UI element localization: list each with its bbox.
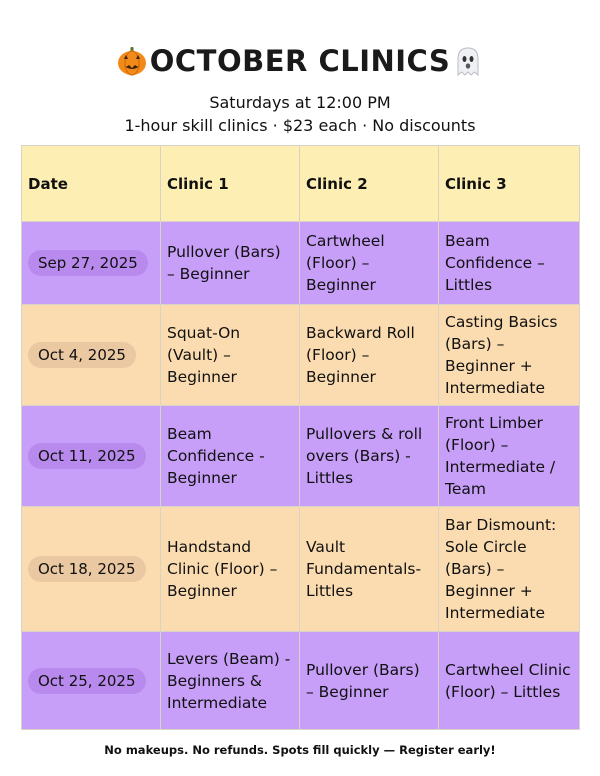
clinic-cell: Bar Dismount: Sole Circle (Bars) – Beginner + Intermediate xyxy=(439,507,580,632)
table-row xyxy=(22,305,580,406)
table-row xyxy=(22,222,580,305)
clinic-cell: Front Limber (Floor) – Intermediate / Team xyxy=(439,406,580,507)
date-pill: Oct 11, 2025 xyxy=(28,443,146,469)
date-pill: Sep 27, 2025 xyxy=(28,250,148,276)
header-date: Date xyxy=(22,146,161,222)
pricing-subtitle: 1-hour skill clinics · $23 each · No discounts xyxy=(124,116,476,135)
table-row xyxy=(22,632,580,730)
clinic-cell: Beam Confidence - Beginner xyxy=(161,406,300,507)
date-pill: Oct 4, 2025 xyxy=(28,342,136,368)
title-row xyxy=(0,38,600,84)
clinic-cell: Levers (Beam) - Beginners & Intermediate xyxy=(161,632,300,730)
date-cell xyxy=(22,507,161,632)
header-clinic-2: Clinic 2 xyxy=(300,146,439,222)
date-pill: Oct 18, 2025 xyxy=(28,556,146,582)
date-cell xyxy=(22,222,161,305)
date-cell xyxy=(22,632,161,730)
clinic-cell: Beam Confidence – Littles xyxy=(439,222,580,305)
clinic-cell: Backward Roll (Floor) – Beginner xyxy=(300,305,439,406)
jack-o-lantern-icon xyxy=(116,45,148,77)
page-title: OCTOBER CLINICS xyxy=(149,44,451,78)
ghost-icon xyxy=(452,45,484,77)
clinic-cell: Cartwheel Clinic (Floor) – Littles xyxy=(439,632,580,730)
date-pill: Oct 25, 2025 xyxy=(28,668,146,694)
clinic-cell: Squat-On (Vault) – Beginner xyxy=(161,305,300,406)
table-row xyxy=(22,406,580,507)
clinic-cell: Handstand Clinic (Floor) – Beginner xyxy=(161,507,300,632)
clinic-cell: Pullovers & roll overs (Bars) - Littles xyxy=(300,406,439,507)
header-clinic-3: Clinic 3 xyxy=(439,146,580,222)
clinic-schedule-table xyxy=(21,145,580,730)
clinic-cell: Casting Basics (Bars) – Beginner + Intermediate xyxy=(439,305,580,406)
table-header-row xyxy=(22,146,580,222)
footer-note: No makeups. No refunds. Spots fill quickly — Register early! xyxy=(104,743,496,757)
clinic-cell: Pullover (Bars) – Beginner xyxy=(161,222,300,305)
header-clinic-1: Clinic 1 xyxy=(161,146,300,222)
date-cell xyxy=(22,305,161,406)
date-cell xyxy=(22,406,161,507)
clinic-cell: Cartwheel (Floor) – Beginner xyxy=(300,222,439,305)
table-row xyxy=(22,507,580,632)
clinic-cell: Vault Fundamentals- Littles xyxy=(300,507,439,632)
schedule-subtitle: Saturdays at 12:00 PM xyxy=(209,93,391,112)
clinic-cell: Pullover (Bars) – Beginner xyxy=(300,632,439,730)
